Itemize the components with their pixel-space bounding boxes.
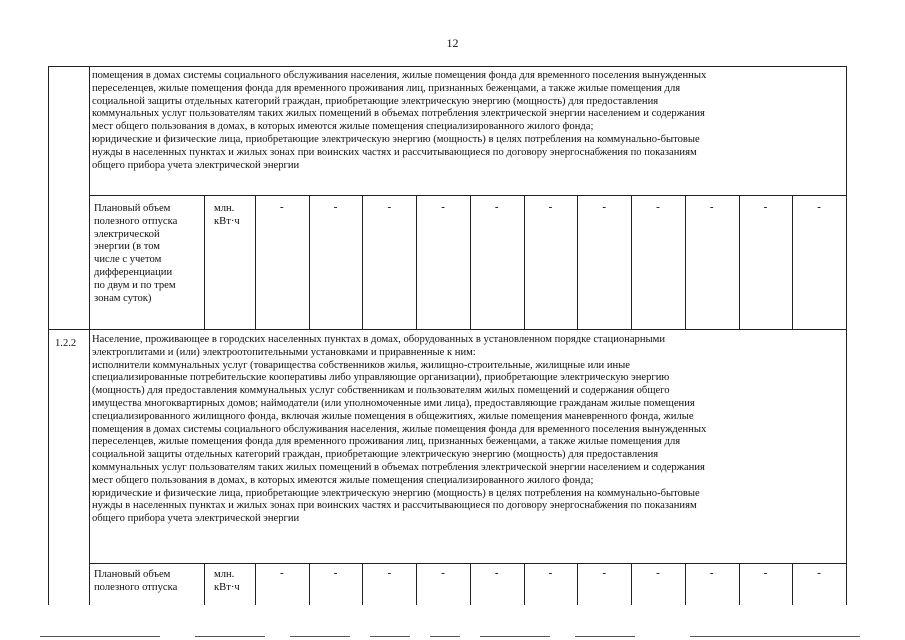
value-column-divider [255,563,256,605]
value-column-divider [255,195,256,329]
text-line: коммунальных услуг пользователям таких жилых помещений в объемах потребления электрической энергии населением и содержания [92,108,705,120]
section-text [92,334,840,526]
planned-volume-label [94,569,177,595]
unit-line: кВт·ч [214,215,240,227]
value-cell: - [817,567,821,579]
label-column-divider [204,195,205,329]
value-cell: - [817,201,821,213]
unit-line: млн. [214,569,235,580]
label-line: Плановый объем [94,203,171,214]
value-column-divider [524,195,525,329]
value-cell: - [709,567,714,579]
unit-line: млн. [214,203,235,214]
value-cell: - [548,567,553,579]
value-cell: - [656,201,660,213]
text-line: социальной защиты отдельных категорий граждан, приобретающие электрическую энергию (мощность) для предоставления [92,449,659,461]
planned-volume-label [94,203,177,305]
text-line: имущества многоквартирных домов; наймодатели (или уполномоченные ими лица), предоставляющие гражданам жилые помещения [92,397,695,409]
value-cell: - [763,201,768,213]
value-cell: - [333,567,338,579]
value-cell: - [602,567,607,579]
value-column-divider [470,195,471,329]
row-divider [49,329,846,330]
text-line: (мощность) для предоставления коммунальных услуг собственникам и пользователям жилых помещений и содержания общего [92,385,670,397]
label-line: дифференциации [94,266,173,278]
value-cell: - [494,201,499,213]
continuation-text [92,70,840,172]
value-cell: - [387,201,392,213]
value-column-divider [631,195,632,329]
scan-edge-fragments [0,632,905,640]
label-line: энергии (в том [94,241,161,253]
label-line: Плановый объем [94,569,171,580]
value-column-divider [416,195,417,329]
label-line: полезного отпуска [94,581,178,593]
text-line: помещения в домах системы социального обслуживания населения, жилые помещения фонда для временного поселения вынужденных [92,70,707,81]
label-line: по двум и по трем [94,279,176,291]
value-column-divider [362,195,363,329]
label-line: электрической [94,228,160,240]
text-line: общего прибора учета электрической энергии [92,513,300,525]
value-column-divider [416,563,417,605]
value-column-divider [577,195,578,329]
text-line: переселенцев, жилые помещения фонда для временного проживания лиц, признанных беженцами, а также жилые помещения для [92,436,681,448]
value-cell: - [441,567,445,579]
row-divider [89,563,846,564]
value-cell: - [333,201,338,213]
value-column-divider [739,563,740,605]
text-line: общего прибора учета электрической энергии [92,159,300,171]
label-column-divider [204,563,205,605]
row-divider [89,195,846,196]
text-line: юридические и физические лица, приобретающие электрическую энергию (мощность) в целях потребления на коммунально-бытовые [92,133,700,145]
number-column-divider [89,67,90,605]
value-column-divider [739,195,740,329]
label-line: числе с учетом [94,254,162,266]
text-line: нужды в населенных пунктах и жилых зонах при воинских частях и рассчитывающиеся по договору энергоснабжения по показаниям [92,146,697,158]
text-line: социальной защиты отдельных категорий граждан, приобретающие электрическую энергию (мощность) для предоставления [92,95,659,107]
text-line: электроплитами и (или) электроотопительными установками и приравненные к ним: [92,346,476,358]
value-cell: - [548,201,553,213]
value-cell: - [763,567,768,579]
text-line: специализированные потребительские кооперативы либо управляющие организации), приобретающие электрическую энергию [92,372,670,384]
value-cell: - [387,567,392,579]
value-cell: - [709,201,714,213]
text-line: переселенцев, жилые помещения фонда для временного проживания лиц, признанных беженцами, а также жилые помещения для [92,82,681,94]
page-number: 12 [446,36,459,50]
value-column-divider [792,195,793,329]
value-cell: - [656,567,660,579]
section-number: 1.2.2 [55,338,77,349]
value-column-divider [577,563,578,605]
text-line: помещения в домах системы социального обслуживания населения, жилые помещения фонда для временного поселения вынужденных [92,423,707,435]
text-line: специализированного жилищного фонда, включая жилые помещения в общежитиях, жилые помещения маневренного фонда, жилые [92,410,694,422]
value-column-divider [685,195,686,329]
value-column-divider [362,563,363,605]
value-cell: - [280,201,284,213]
text-line: исполнители коммунальных услуг (товарищества собственников жилья, жилищно-строительные, жилищные или иные [92,359,630,371]
value-cell: - [441,201,445,213]
label-line: полезного отпуска [94,215,178,227]
value-column-divider [631,563,632,605]
value-column-divider [309,563,310,605]
unit-line: кВт·ч [214,581,240,593]
value-cell: - [280,567,284,579]
unit-label [214,203,240,229]
text-line: нужды в населенных пунктах и жилых зонах при воинских частях и рассчитывающиеся по договору энергоснабжения по показаниям [92,500,697,512]
text-line: юридические и физические лица, приобретающие электрическую энергию (мощность) в целях потребления на коммунально-бытовые [92,487,700,499]
value-cell: - [494,567,499,579]
text-line: мест общего пользования в домах, в которых имеются жилые помещения специализированного жилого фонда; [92,121,594,133]
value-column-divider [524,563,525,605]
unit-label [214,569,240,595]
tariff-table [48,66,847,605]
value-column-divider [470,563,471,605]
label-line: зонам суток) [94,292,152,304]
text-line: Население, проживающее в городских населенных пунктах в домах, оборудованных в установленном порядке стационарными [92,334,665,345]
value-column-divider [309,195,310,329]
text-line: мест общего пользования в домах, в которых имеются жилые помещения специализированного жилого фонда; [92,474,594,486]
text-line: коммунальных услуг пользователям таких жилых помещений в объемах потребления электрической энергии населением и содержания [92,461,705,473]
value-column-divider [685,563,686,605]
value-cell: - [602,201,607,213]
value-column-divider [792,563,793,605]
